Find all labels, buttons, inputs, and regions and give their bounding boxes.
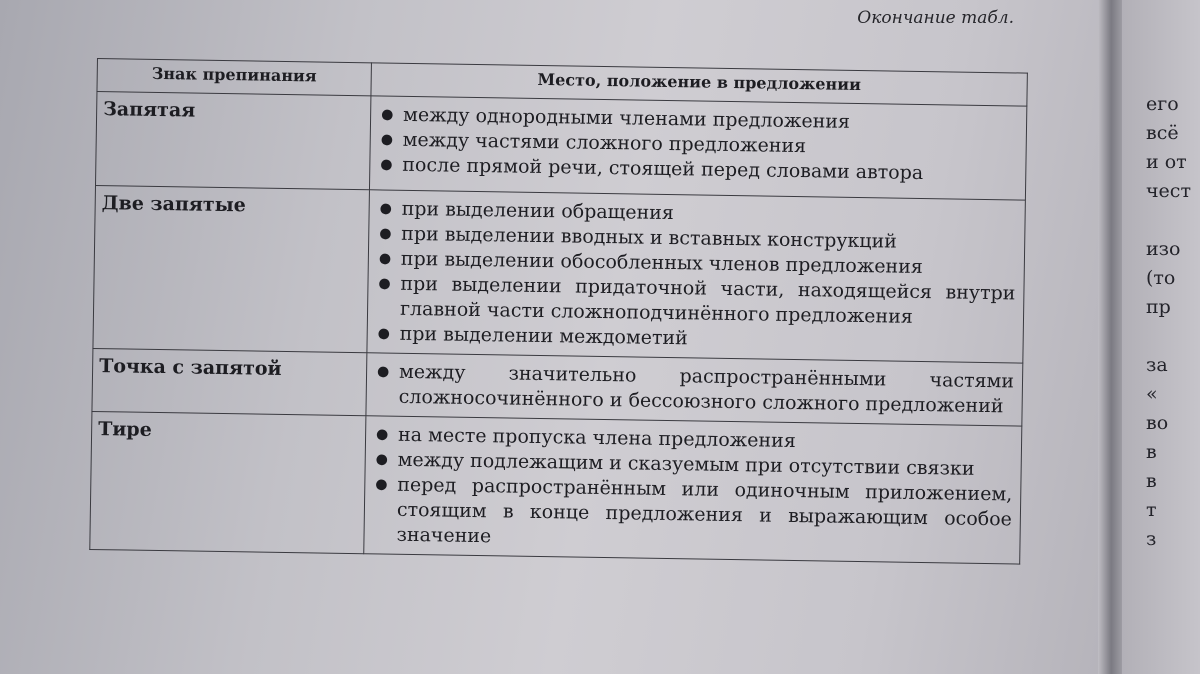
list-item: ● между однородными членами предложения xyxy=(381,102,1018,137)
right-line xyxy=(1146,206,1191,235)
places-cell xyxy=(364,416,1022,564)
list-item: ● между значительно распространёнными частями сложносочинённого и бессоюзного сложного предложений xyxy=(377,359,1015,419)
list-item: ● при выделении обособленных членов предложения xyxy=(379,246,1016,281)
list-item: ● перед распространённым или одиночным приложением, стоящим в конце предложения и выражающим особое значение xyxy=(374,472,1012,557)
list-item: ● между подлежащим и сказуемым при отсутствии связки xyxy=(376,447,1013,482)
places-cell xyxy=(369,96,1026,200)
sign-cell: Тире xyxy=(90,411,366,553)
right-line: з xyxy=(1146,528,1157,550)
right-line xyxy=(1146,322,1191,351)
right-line: т xyxy=(1146,499,1157,521)
table-row xyxy=(90,411,1022,564)
list-item: ● при выделении вводных и вставных конструкций xyxy=(379,221,1016,256)
sign-cell: Точка с запятой xyxy=(92,348,367,415)
right-line: изо xyxy=(1146,238,1181,260)
right-line: в xyxy=(1146,470,1157,492)
table-row xyxy=(93,185,1025,363)
right-page-text xyxy=(1146,90,1191,554)
punctuation-table xyxy=(89,58,1028,565)
list-item: ● между частями сложного предложения xyxy=(381,127,1018,162)
right-line: за xyxy=(1146,354,1168,376)
right-line: чест xyxy=(1146,180,1191,202)
list-item: ● при выделении обращения xyxy=(379,196,1016,231)
header-place: Место, положение в предложении xyxy=(371,63,1027,106)
table-row xyxy=(95,92,1026,201)
right-line: и от xyxy=(1146,151,1187,173)
right-line: (то xyxy=(1146,267,1176,289)
list-item: ● на месте пропуска члена предложения xyxy=(376,422,1013,457)
sign-cell: Запятая xyxy=(95,92,370,190)
sign-cell: Две запятые xyxy=(93,185,370,352)
places-cell xyxy=(366,353,1023,426)
places-cell xyxy=(367,190,1025,363)
table-caption: Окончание табл. xyxy=(857,8,1014,28)
right-line: во xyxy=(1146,412,1169,434)
right-line: его xyxy=(1146,93,1179,115)
book-gutter xyxy=(1098,0,1122,674)
list-item: ● при выделении междометий xyxy=(378,321,1015,356)
right-line: « xyxy=(1146,383,1158,405)
list-item: ● при выделении придаточной части, находящейся внутри главной части сложноподчинённого предложения xyxy=(378,271,1016,331)
list-item: ● после прямой речи, стоящей перед словами автора xyxy=(380,152,1017,187)
right-line: в xyxy=(1146,441,1157,463)
right-line: всё xyxy=(1146,122,1179,144)
right-line: пр xyxy=(1146,296,1171,318)
header-sign: Знак препинания xyxy=(97,59,371,96)
